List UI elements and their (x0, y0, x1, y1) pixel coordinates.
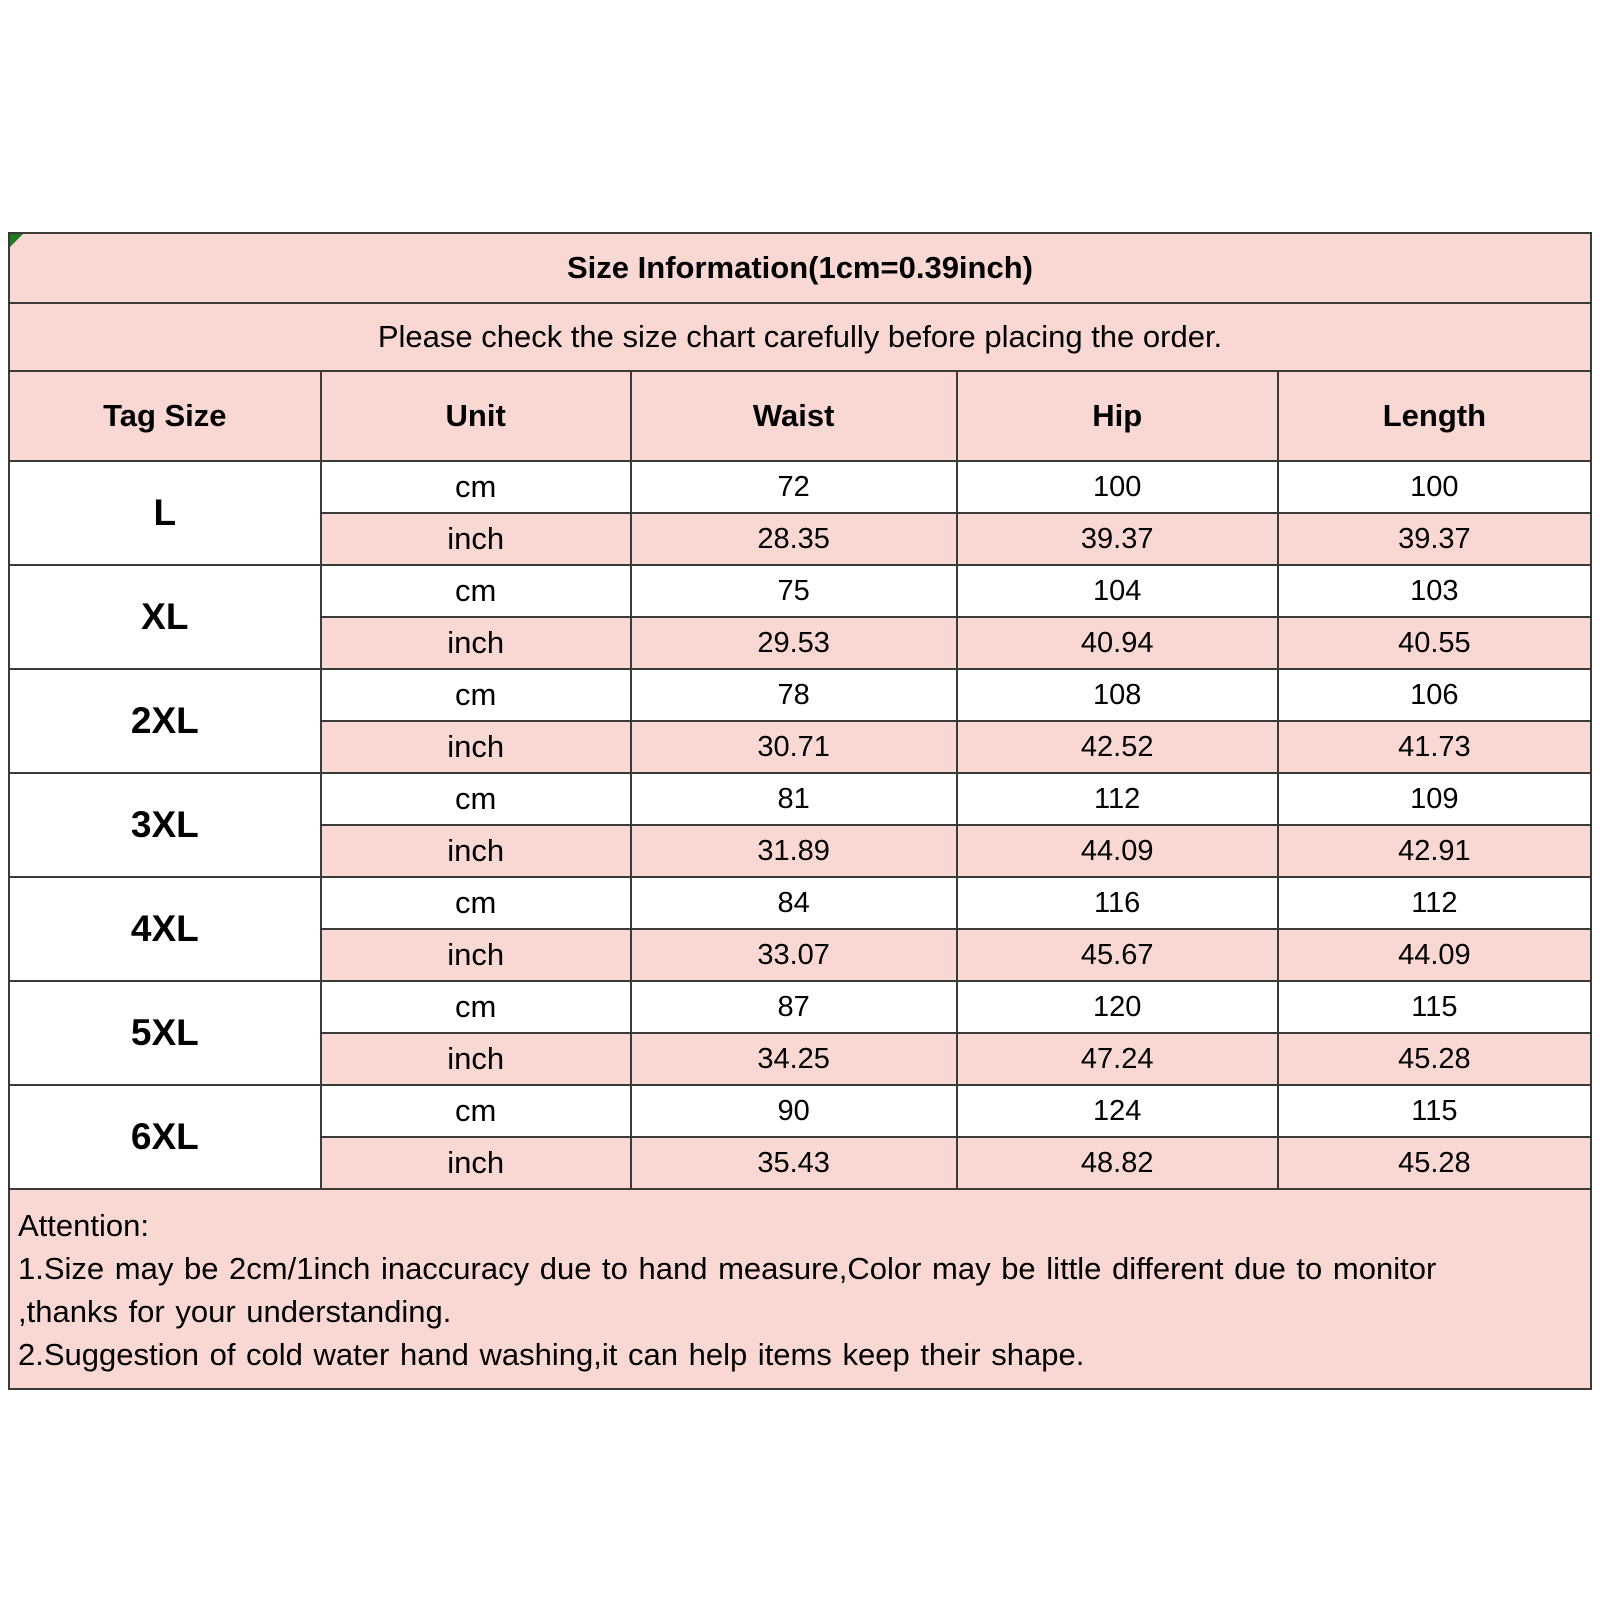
length-value-cell: 44.09 (1278, 929, 1591, 981)
column-header-tag-size: Tag Size (9, 371, 321, 461)
column-header-row (9, 371, 1591, 461)
tag-size-cell: 5XL (9, 981, 321, 1085)
unit-cell-inch: inch (321, 929, 631, 981)
waist-value-cell: 28.35 (631, 513, 957, 565)
unit-cell-cm: cm (321, 877, 631, 929)
attention-line: ,thanks for your understanding. (18, 1294, 452, 1329)
hip-value-cell: 120 (957, 981, 1278, 1033)
waist-value-cell: 30.71 (631, 721, 957, 773)
hip-value-cell: 116 (957, 877, 1278, 929)
length-value-cell: 100 (1278, 461, 1591, 513)
hip-value-cell: 104 (957, 565, 1278, 617)
length-value-cell: 45.28 (1278, 1137, 1591, 1189)
size-chart-sheet (8, 232, 1592, 1390)
hip-value-cell: 44.09 (957, 825, 1278, 877)
attention-line: 1.Size may be 2cm/1inch inaccuracy due to hand measure,Color may be little different due to monitor (18, 1251, 1437, 1286)
tag-size-cell: L (9, 461, 321, 565)
column-header-waist: Waist (631, 371, 957, 461)
title-row (9, 233, 1591, 303)
table-title: Size Information(1cm=0.39inch) (9, 233, 1591, 303)
size-row-cm (9, 981, 1591, 1033)
size-row-cm (9, 669, 1591, 721)
unit-cell-cm: cm (321, 1085, 631, 1137)
unit-cell-cm: cm (321, 461, 631, 513)
unit-cell-inch: inch (321, 617, 631, 669)
hip-value-cell: 100 (957, 461, 1278, 513)
column-header-unit: Unit (321, 371, 631, 461)
unit-cell-cm: cm (321, 981, 631, 1033)
tag-size-cell: XL (9, 565, 321, 669)
waist-value-cell: 72 (631, 461, 957, 513)
size-row-cm (9, 461, 1591, 513)
unit-cell-cm: cm (321, 565, 631, 617)
length-value-cell: 115 (1278, 981, 1591, 1033)
corner-marker-icon (10, 234, 23, 247)
waist-value-cell: 34.25 (631, 1033, 957, 1085)
length-value-cell: 109 (1278, 773, 1591, 825)
hip-value-cell: 42.52 (957, 721, 1278, 773)
tag-size-cell: 3XL (9, 773, 321, 877)
hip-value-cell: 112 (957, 773, 1278, 825)
length-value-cell: 103 (1278, 565, 1591, 617)
waist-value-cell: 35.43 (631, 1137, 957, 1189)
waist-value-cell: 87 (631, 981, 957, 1033)
unit-cell-inch: inch (321, 513, 631, 565)
tag-size-cell: 6XL (9, 1085, 321, 1189)
hip-value-cell: 124 (957, 1085, 1278, 1137)
unit-cell-cm: cm (321, 669, 631, 721)
length-value-cell: 115 (1278, 1085, 1591, 1137)
length-value-cell: 42.91 (1278, 825, 1591, 877)
attention-note (8, 1190, 1592, 1390)
length-value-cell: 41.73 (1278, 721, 1591, 773)
size-table-body (9, 461, 1591, 1189)
size-row-cm (9, 773, 1591, 825)
hip-value-cell: 48.82 (957, 1137, 1278, 1189)
hip-value-cell: 45.67 (957, 929, 1278, 981)
waist-value-cell: 33.07 (631, 929, 957, 981)
hip-value-cell: 40.94 (957, 617, 1278, 669)
column-header-length: Length (1278, 371, 1591, 461)
unit-cell-inch: inch (321, 1033, 631, 1085)
hip-value-cell: 47.24 (957, 1033, 1278, 1085)
length-value-cell: 39.37 (1278, 513, 1591, 565)
length-value-cell: 112 (1278, 877, 1591, 929)
length-value-cell: 40.55 (1278, 617, 1591, 669)
unit-cell-cm: cm (321, 773, 631, 825)
subtitle-row (9, 303, 1591, 371)
waist-value-cell: 90 (631, 1085, 957, 1137)
size-row-cm (9, 877, 1591, 929)
waist-value-cell: 75 (631, 565, 957, 617)
table-subtitle: Please check the size chart carefully before placing the order. (9, 303, 1591, 371)
size-table (8, 232, 1592, 1190)
unit-cell-inch: inch (321, 1137, 631, 1189)
waist-value-cell: 29.53 (631, 617, 957, 669)
length-value-cell: 45.28 (1278, 1033, 1591, 1085)
waist-value-cell: 78 (631, 669, 957, 721)
hip-value-cell: 108 (957, 669, 1278, 721)
size-row-cm (9, 565, 1591, 617)
length-value-cell: 106 (1278, 669, 1591, 721)
tag-size-cell: 2XL (9, 669, 321, 773)
waist-value-cell: 31.89 (631, 825, 957, 877)
hip-value-cell: 39.37 (957, 513, 1278, 565)
waist-value-cell: 84 (631, 877, 957, 929)
attention-line: 2.Suggestion of cold water hand washing,it can help items keep their shape. (18, 1337, 1085, 1372)
waist-value-cell: 81 (631, 773, 957, 825)
tag-size-cell: 4XL (9, 877, 321, 981)
attention-line: Attention: (18, 1208, 149, 1243)
unit-cell-inch: inch (321, 721, 631, 773)
unit-cell-inch: inch (321, 825, 631, 877)
column-header-hip: Hip (957, 371, 1278, 461)
size-row-cm (9, 1085, 1591, 1137)
